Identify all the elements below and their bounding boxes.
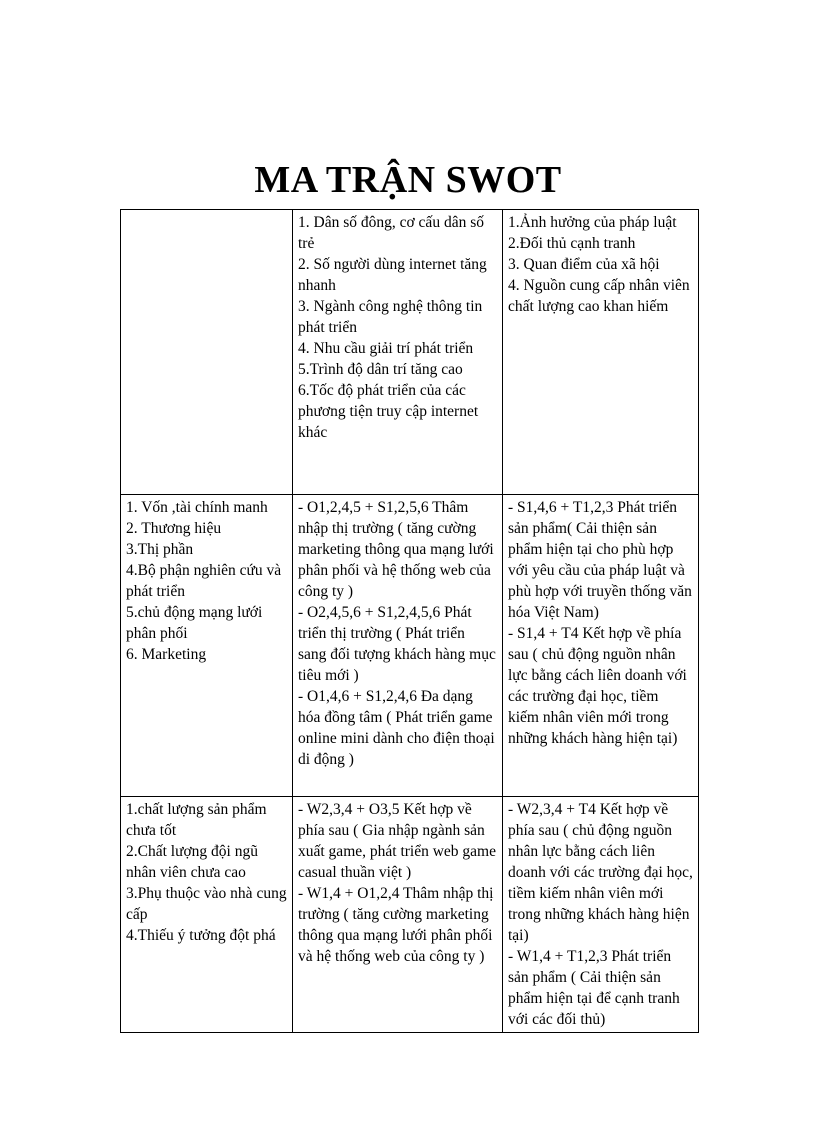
strength-item: 3.Thị phần — [126, 541, 194, 558]
so-strategy-item: - O1,4,6 + S1,2,4,6 Đa dạng hóa đồng tâm ( Phát triển game online mini dành cho điện thoại di động ) — [298, 688, 499, 768]
st-strategies-cell — [503, 495, 699, 797]
page-title: MA TRẬN SWOT — [254, 159, 562, 201]
weakness-item: 2.Chất lượng đội ngũ nhân viên chưa cao — [126, 843, 262, 881]
threat-item: 3. Quan điểm của xã hội — [508, 256, 660, 273]
wo-strategy-item: - W2,3,4 + O3,5 Kết hợp về phía sau ( Gia nhập ngành sản xuất game, phát triển web game casual thuần việt ) — [298, 801, 500, 881]
strength-item: 1. Vốn ,tài chính manh — [126, 499, 268, 516]
opportunity-item: 5.Trình độ dân trí tăng cao — [298, 361, 463, 378]
opportunity-item: 6.Tốc độ phát triển của các phương tiện truy cập internet khác — [298, 382, 483, 441]
weakness-item: 4.Thiếu ý tưởng đột phá — [126, 927, 276, 944]
opportunity-item: 4. Nhu cầu giải trí phát triển — [298, 340, 474, 357]
wt-strategy-item: - W2,3,4 + T4 Kết hợp về phía sau ( chủ động nguồn nhân lực bằng cách liên doanh với các trường đại học, tiềm kiếm nhân viên mới trong những khách hàng hiện tại) — [508, 801, 697, 944]
opportunity-item: 2. Số người dùng internet tăng nhanh — [298, 256, 491, 294]
threat-item: 2.Đối thủ cạnh tranh — [508, 235, 636, 252]
weakness-item: 3.Phụ thuộc vào nhà cung cấp — [126, 885, 291, 923]
corner-cell — [121, 210, 293, 495]
st-strategy-item: - S1,4,6 + T1,2,3 Phát triển sản phẩm( Cải thiện sản phẩm hiện tại cho phù hợp với yêu cầu của pháp luật và phù hợp với truyền thống văn hóa Việt Nam) — [508, 499, 696, 621]
threat-item: 1.Ảnh hưởng của pháp luật — [508, 214, 677, 231]
threat-item: 4. Nguồn cung cấp nhân viên chất lượng cao khan hiếm — [508, 277, 694, 315]
table-row-strengths — [121, 495, 699, 797]
so-strategy-item: - O2,4,5,6 + S1,2,4,5,6 Phát triển thị trường ( Phát triển sang đối tượng khách hàng mục tiêu mới ) — [298, 604, 500, 684]
table-row-weaknesses — [121, 797, 699, 1033]
so-strategy-item: - O1,2,4,5 + S1,2,5,6 Thâm nhập thị trường ( tăng cường marketing thông qua mạng lưới phân phối và hệ thống web của công ty ) — [298, 499, 498, 600]
opportunity-item: 1. Dân số đông, cơ cấu dân số trẻ — [298, 214, 488, 252]
strength-item: 2. Thương hiệu — [126, 520, 222, 537]
wo-strategy-item: - W1,4 + O1,2,4 Thâm nhập thị trường ( tăng cường marketing thông qua mạng lưới phân phối và hệ thống web của công ty ) — [298, 885, 498, 965]
table-row-header — [121, 210, 699, 495]
opportunities-cell — [293, 210, 503, 495]
weaknesses-cell — [121, 797, 293, 1033]
wt-strategy-item: - W1,4 + T1,2,3 Phát triển sản phẩm ( Cải thiện sản phẩm hiện tại để cạnh tranh với các đối thủ) — [508, 948, 684, 1028]
weakness-item: 1.chất lượng sản phẩm chưa tốt — [126, 801, 271, 839]
threats-cell — [503, 210, 699, 495]
strength-item: 4.Bộ phận nghiên cứu và phát triển — [126, 562, 286, 600]
wo-strategies-cell — [293, 797, 503, 1033]
so-strategies-cell — [293, 495, 503, 797]
strength-item: 6. Marketing — [126, 646, 207, 663]
strength-item: 5.chủ động mạng lưới phân phối — [126, 604, 267, 642]
strengths-cell — [121, 495, 293, 797]
opportunity-item: 3. Ngành công nghệ thông tin phát triển — [298, 298, 487, 336]
st-strategy-item: - S1,4 + T4 Kết hợp về phía sau ( chủ động nguồn nhân lực bằng cách liên doanh với các trường đại học, tiềm kiếm nhân viên mới trong những khách hàng hiện tại) — [508, 625, 691, 747]
wt-strategies-cell — [503, 797, 699, 1033]
swot-matrix-table — [120, 209, 699, 1033]
